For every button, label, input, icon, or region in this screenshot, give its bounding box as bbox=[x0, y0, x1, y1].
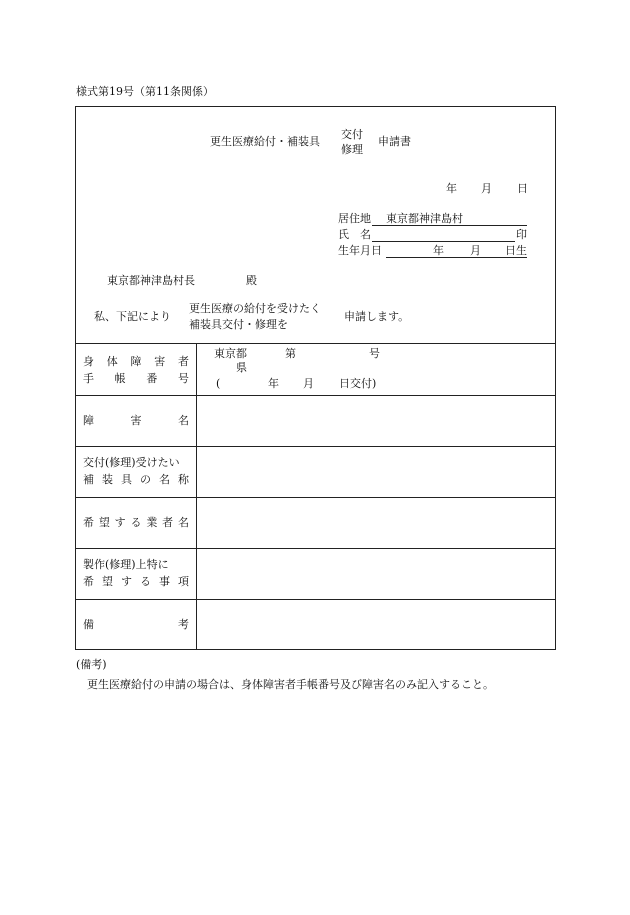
special-input[interactable] bbox=[198, 550, 553, 597]
cert-issue-day: 日交付) bbox=[339, 377, 377, 390]
cert-issue-year: 年 bbox=[268, 377, 279, 390]
dob-year-label: 年 bbox=[433, 244, 444, 257]
row-divider bbox=[76, 395, 555, 396]
row-divider bbox=[76, 343, 555, 344]
application-form bbox=[75, 106, 556, 650]
cert-prefecture-tokyo: 東京都 bbox=[214, 347, 247, 360]
address-underline bbox=[372, 225, 527, 226]
addressee-honorific: 殿 bbox=[246, 274, 257, 287]
form-number: 様式第19号（第11条関係） bbox=[76, 85, 214, 98]
statement-prefix: 私、下記により bbox=[94, 310, 171, 323]
vendor-label: 希 望 す る 業 者 名 bbox=[83, 516, 189, 529]
statement-suffix: 申請します。 bbox=[344, 310, 410, 323]
address-label: 居住地 bbox=[338, 212, 371, 225]
row-divider bbox=[76, 497, 555, 498]
vendor-input[interactable] bbox=[198, 499, 553, 546]
disability-input[interactable] bbox=[198, 397, 553, 444]
seal-mark: 印 bbox=[516, 228, 527, 241]
certificate-label-line1: 身 体 障 害 者 bbox=[83, 355, 189, 368]
device-label-line1: 交付(修理)受けたい bbox=[83, 456, 180, 469]
row-divider bbox=[76, 446, 555, 447]
date-year-label: 年 bbox=[446, 182, 457, 195]
remarks-label: 備 考 bbox=[83, 618, 189, 631]
date-month-label: 月 bbox=[481, 182, 492, 195]
dob-day-label: 日生 bbox=[505, 244, 527, 257]
statement-option-medical: 更生医療の給付を受けたく bbox=[189, 302, 321, 315]
notes-text: 更生医療給付の申請の場合は、身体障害者手帳番号及び障害名のみ記入すること。 bbox=[87, 678, 494, 691]
form-title: 更生医療給付・補装具 bbox=[210, 135, 320, 148]
disability-label: 障 害 名 bbox=[83, 414, 189, 427]
addressee-name: 東京都神津島村長 bbox=[107, 274, 195, 287]
cert-prefecture-ken: 県 bbox=[236, 361, 247, 374]
notes-heading: (備考) bbox=[76, 658, 107, 671]
cert-number-prefix: 第 bbox=[285, 347, 296, 360]
title-option-repair: 修理 bbox=[341, 143, 363, 156]
column-divider bbox=[196, 343, 197, 649]
date-day-label: 日 bbox=[517, 182, 528, 195]
special-label-line2: 希 望 す る 事 項 bbox=[83, 575, 189, 588]
name-underline[interactable] bbox=[372, 241, 515, 242]
row-divider bbox=[76, 548, 555, 549]
title-suffix: 申請書 bbox=[378, 135, 411, 148]
row-divider bbox=[76, 599, 555, 600]
certificate-label-line2: 手 帳 番 号 bbox=[83, 372, 189, 385]
dob-month-label: 月 bbox=[470, 244, 481, 257]
cert-issue-month: 月 bbox=[303, 377, 314, 390]
dob-label: 生年月日 bbox=[338, 244, 382, 257]
cert-issue-open: ( bbox=[216, 377, 221, 390]
statement-option-device: 補装具交付・修理を bbox=[189, 318, 288, 331]
remarks-input[interactable] bbox=[198, 601, 553, 647]
device-label-line2: 補 装 具 の 名 称 bbox=[83, 473, 189, 486]
title-option-issue: 交付 bbox=[341, 128, 363, 141]
special-label-line1: 製作(修理)上特に bbox=[83, 558, 169, 571]
name-label: 氏 名 bbox=[338, 228, 371, 241]
cert-number-suffix: 号 bbox=[369, 347, 380, 360]
dob-underline[interactable] bbox=[386, 257, 527, 258]
address-value[interactable]: 東京都神津島村 bbox=[386, 212, 463, 225]
device-input[interactable] bbox=[198, 448, 553, 495]
